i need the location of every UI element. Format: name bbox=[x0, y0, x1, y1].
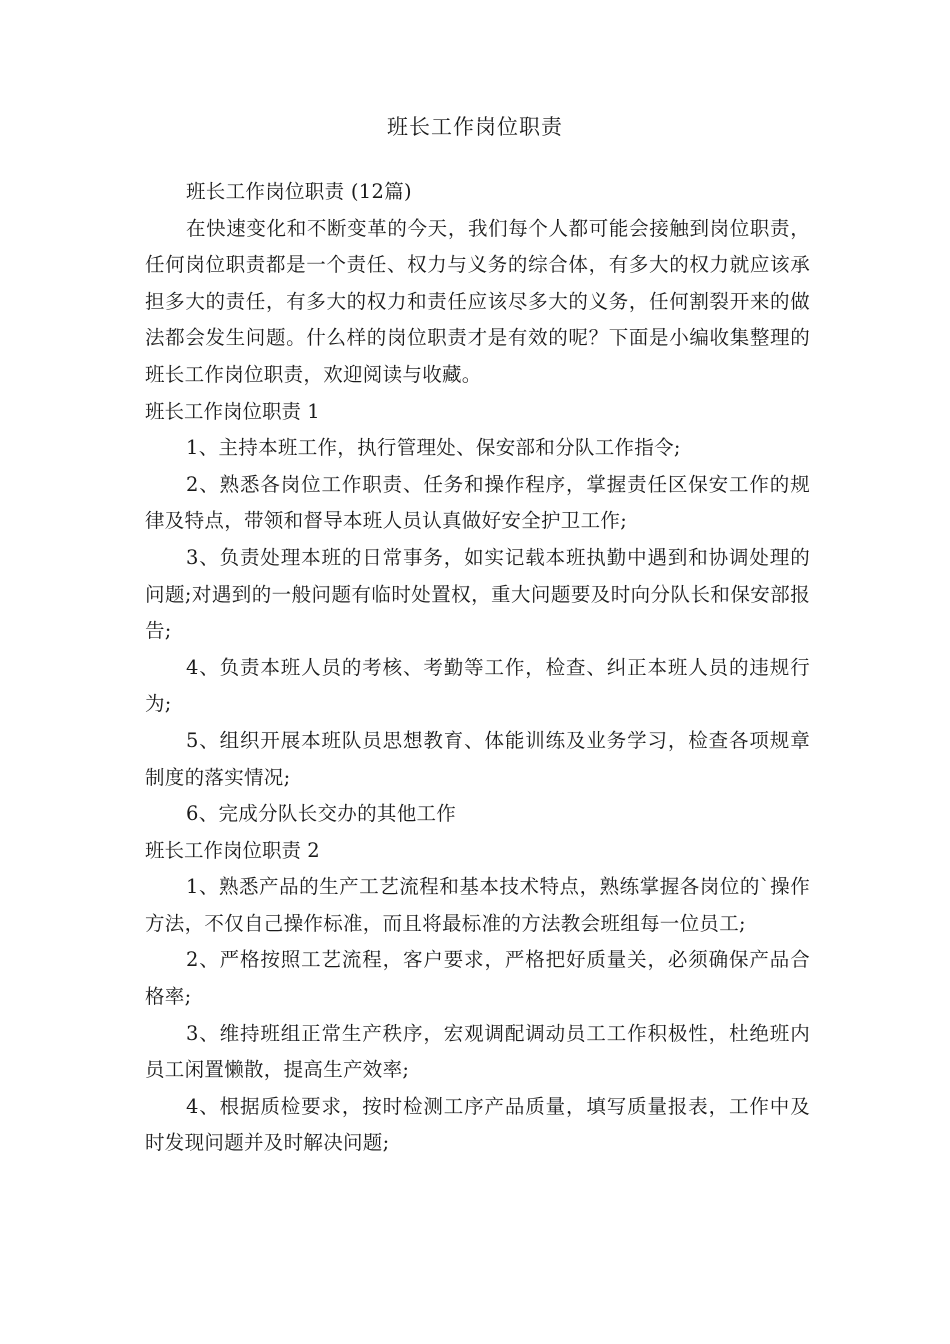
list-item: 6、完成分队长交办的其他工作 bbox=[186, 802, 457, 826]
list-item: 3、维持班组正常生产秩序，宏观调配调动员工工作积极性，杜绝班内员工闲置懒散，提高生产效率; bbox=[145, 1021, 810, 1082]
list-item: 2、严格按照工艺流程，客户要求，严格把好质量关，必须确保产品合格率; bbox=[145, 948, 810, 1009]
document-body bbox=[145, 174, 810, 1162]
list-item: 4、根据质检要求，按时检测工序产品质量，填写质量报表，工作中及时发现问题并及时解决问题; bbox=[145, 1094, 810, 1155]
list-item: 1、主持本班工作，执行管理处、保安部和分队工作指令; bbox=[186, 436, 681, 460]
section-heading: 班长工作岗位职责 2 bbox=[145, 838, 320, 862]
intro-paragraph: 在快速变化和不断变革的今天，我们每个人都可能会接触到岗位职责，任何岗位职责都是一个责任、权力与义务的综合体，有多大的权力就应该承担多大的责任，有多大的权力和责任应该尽多大的义务，任何割裂开来的做法都会发生问题。什么样的岗位职责才是有效的呢？下面是小编收集整理的班长工作岗位职责，欢迎阅读与收藏。 bbox=[145, 216, 810, 386]
section-heading: 班长工作岗位职责 1 bbox=[145, 399, 320, 423]
list-item: 4、负责本班人员的考核、考勤等工作，检查、纠正本班人员的违规行为; bbox=[145, 655, 810, 716]
list-item: 1、熟悉产品的生产工艺流程和基本技术特点，熟练掌握各岗位的`操作方法，不仅自己操作标准，而且将最标准的方法教会班组每一位员工; bbox=[145, 875, 810, 935]
list-item: 2、熟悉各岗位工作职责、任务和操作程序，掌握责任区保安工作的规律及特点，带领和督导本班人员认真做好安全护卫工作; bbox=[145, 472, 810, 533]
list-item: 5、组织开展本班队员思想教育、体能训练及业务学习，检查各项规章制度的落实情况; bbox=[145, 728, 810, 789]
document-title: 班长工作岗位职责 bbox=[387, 115, 563, 139]
document-subtitle: 班长工作岗位职责 (12篇) bbox=[186, 180, 412, 203]
list-item: 3、负责处理本班的日常事务，如实记载本班执勤中遇到和协调处理的问题;对遇到的一般问题有临时处置权，重大问题要及时向分队长和保安部报告; bbox=[145, 545, 810, 643]
